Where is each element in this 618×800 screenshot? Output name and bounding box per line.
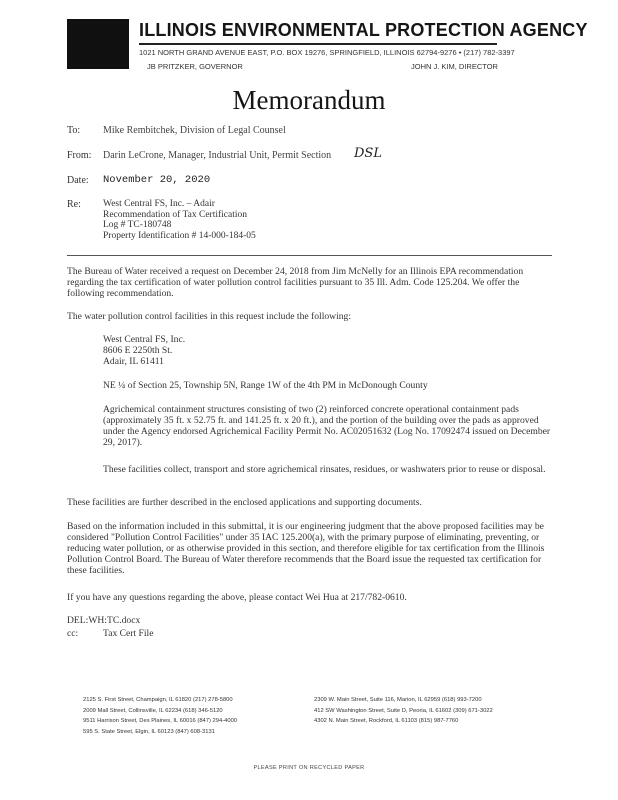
re-line: Log # TC-180748 <box>103 220 172 230</box>
footer-office: 9511 Harrison Street, Des Plaines, IL 60016 (847) 294-4000 <box>83 718 238 724</box>
agency-address: 1021 NORTH GRAND AVENUE EAST, P.O. BOX 19276, SPRINGFIELD, ILLINOIS 62794-9276 • (217) 782-3397 <box>139 48 515 57</box>
memo-title: Memorandum <box>232 85 386 115</box>
cc-label: cc: <box>67 628 79 639</box>
footer-office: 2125 S. First Street, Champaign, IL 61820 (217) 278-5800 <box>83 697 233 703</box>
agency-logo <box>67 19 129 69</box>
facility-address-line: Adair, IL 61411 <box>103 356 164 367</box>
re-line: West Central FS, Inc. – Adair <box>103 199 215 209</box>
footer-office: 4302 N. Main Street, Rockford, IL 61103 (815) 987-7760 <box>314 718 459 724</box>
footer-offices-left <box>83 695 237 737</box>
facility-address-line: West Central FS, Inc. <box>103 334 186 345</box>
to-label: To: <box>67 125 81 136</box>
agency-name: ILLINOIS ENVIRONMENTAL PROTECTION AGENCY <box>139 20 588 40</box>
from-label: From: <box>67 150 92 161</box>
cc-value: Tax Cert File <box>103 628 154 639</box>
paragraph-judgment: Based on the information included in this submittal, it is our engineering judgment that the above proposed facilities may be considered "Pollution Control Facilities" under 35 IAC 125.200(a), with the primary purpose of eliminating, preventing, or reducing water pollution, or as otherwise provided in this section, and therefore eligible for tax certification from the Illinois Pollution Control Board. The Bureau of Water therefore recommends that the Board issue the requested tax certification for these facilities. <box>67 521 545 576</box>
facility-address <box>103 334 403 367</box>
from-value: Darin LeCrone, Manager, Industrial Unit, Permit Section <box>103 150 332 161</box>
date-value: November 20, 2020 <box>103 174 211 186</box>
header-rule <box>139 43 497 45</box>
divider <box>67 255 552 256</box>
footer-offices-right <box>314 695 493 727</box>
footer-office: 2309 W. Main Street, Suite 116, Marion, IL 62959 (618) 993-7200 <box>314 697 482 703</box>
paragraph-purpose: These facilities collect, transport and store agrichemical rinsates, residues, or washwaters prior to reuse or disposal. <box>103 464 546 475</box>
footer-office: 595 S. State Street, Elgin, IL 60123 (847) 608-3131 <box>83 728 215 735</box>
re-line: Recommendation of Tax Certification <box>103 209 247 220</box>
paragraph-facilities-intro: The water pollution control facilities in this request include the following: <box>67 311 352 322</box>
re-block <box>103 199 256 241</box>
footer-office: 2009 Mall Street, Collinsville, IL 62234 (618) 346-5120 <box>83 707 223 714</box>
paragraph-described: These facilities are further described in the enclosed applications and supporting documents. <box>67 497 422 508</box>
footer-office: 412 SW Washington Street, Suite D, Peoria, IL 61602 (309) 671-3022 <box>314 707 493 714</box>
director-name: JOHN J. KIM, DIRECTOR <box>411 62 498 71</box>
paragraph-request: The Bureau of Water received a request on December 24, 2018 from Jim McNelly for an Illinois EPA recommendation regarding the tax certification of water pollution control facilities pursuant to 35 Ill. Adm. Code 125.204. We offer the following recommendation. <box>67 266 524 299</box>
paragraph-structures: Agrichemical containment structures consisting of two (2) reinforced concrete operational containment pads (approximately 35 ft. x 52.75 ft. and 141.25 ft. x 20 ft.), and the portion of the building over the pads as approved under the Agency endorsed Agrichemical Facility Permit No. AC02051632 (Log No. 17092474 issued on December 29, 2017). <box>103 404 551 448</box>
date-label: Date: <box>67 175 89 186</box>
governor-name: JB PRITZKER, GOVERNOR <box>147 62 243 71</box>
re-line: Property Identification # 14-000-184-05 <box>103 230 256 241</box>
recycled-paper-note: PLEASE PRINT ON RECYCLED PAPER <box>253 765 365 771</box>
facility-location: NE ¼ of Section 25, Township 5N, Range 1W of the 4th PM in McDonough County <box>103 380 428 391</box>
reference-initials: DEL:WH:TC.docx <box>67 615 141 626</box>
facility-address-line: 8606 E 2250th St. <box>103 345 173 356</box>
handwritten-initials: DSL <box>354 146 382 161</box>
re-label: Re: <box>67 199 81 210</box>
paragraph-contact: If you have any questions regarding the above, please contact Wei Hua at 217/782-0610. <box>67 592 407 603</box>
to-value: Mike Rembitchek, Division of Legal Counsel <box>103 125 286 136</box>
